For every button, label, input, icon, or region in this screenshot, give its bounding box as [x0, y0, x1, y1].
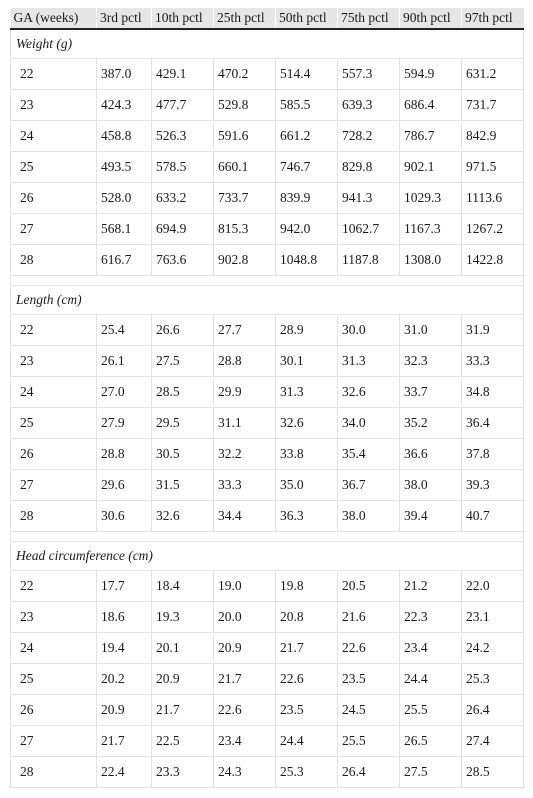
value-cell: 23.5: [338, 664, 400, 695]
value-cell: 594.9: [400, 59, 462, 90]
value-cell: 33.3: [462, 346, 524, 377]
table-row: [11, 346, 524, 377]
value-cell: 31.3: [276, 377, 338, 408]
table-row: [11, 439, 524, 470]
value-cell: 23.4: [214, 726, 276, 757]
value-cell: 1422.8: [462, 245, 524, 276]
value-cell: 694.9: [152, 214, 214, 245]
value-cell: 32.2: [214, 439, 276, 470]
value-cell: 21.7: [214, 664, 276, 695]
value-cell: 39.4: [400, 501, 462, 532]
table-body: [11, 29, 524, 788]
table-row: [11, 470, 524, 501]
value-cell: 33.3: [214, 470, 276, 501]
value-cell: 36.7: [338, 470, 400, 501]
section-row-head-circumference: [11, 542, 524, 571]
header-cell-ga: GA (weeks): [11, 8, 97, 29]
table-row: [11, 121, 524, 152]
value-cell: 26.4: [338, 757, 400, 788]
header-cell-p25: 25th pctl: [214, 8, 276, 29]
table-row: [11, 214, 524, 245]
section-spacer: [11, 276, 524, 286]
table-row: [11, 602, 524, 633]
value-cell: 829.8: [338, 152, 400, 183]
value-cell: 33.8: [276, 439, 338, 470]
value-cell: 17.7: [97, 571, 152, 602]
value-cell: 942.0: [276, 214, 338, 245]
value-cell: 526.3: [152, 121, 214, 152]
value-cell: 902.1: [400, 152, 462, 183]
value-cell: 387.0: [97, 59, 152, 90]
ga-cell: 23: [11, 346, 97, 377]
value-cell: 28.8: [97, 439, 152, 470]
value-cell: 23.5: [276, 695, 338, 726]
value-cell: 1308.0: [400, 245, 462, 276]
ga-cell: 28: [11, 501, 97, 532]
table-row: [11, 408, 524, 439]
ga-cell: 26: [11, 695, 97, 726]
table-row: [11, 152, 524, 183]
table-row: [11, 757, 524, 788]
table-row: [11, 664, 524, 695]
value-cell: 18.4: [152, 571, 214, 602]
value-cell: 31.5: [152, 470, 214, 501]
value-cell: 733.7: [214, 183, 276, 214]
value-cell: 493.5: [97, 152, 152, 183]
value-cell: 32.3: [400, 346, 462, 377]
value-cell: 902.8: [214, 245, 276, 276]
value-cell: 19.4: [97, 633, 152, 664]
value-cell: 20.2: [97, 664, 152, 695]
value-cell: 429.1: [152, 59, 214, 90]
value-cell: 21.7: [152, 695, 214, 726]
value-cell: 26.1: [97, 346, 152, 377]
value-cell: 40.7: [462, 501, 524, 532]
value-cell: 22.3: [400, 602, 462, 633]
value-cell: 36.3: [276, 501, 338, 532]
table-row: [11, 59, 524, 90]
value-cell: 458.8: [97, 121, 152, 152]
value-cell: 18.6: [97, 602, 152, 633]
ga-cell: 24: [11, 377, 97, 408]
value-cell: 839.9: [276, 183, 338, 214]
value-cell: 661.2: [276, 121, 338, 152]
ga-cell: 27: [11, 214, 97, 245]
value-cell: 20.1: [152, 633, 214, 664]
value-cell: 1029.3: [400, 183, 462, 214]
value-cell: 39.3: [462, 470, 524, 501]
percentile-table: [10, 8, 524, 788]
value-cell: 660.1: [214, 152, 276, 183]
table-row: [11, 315, 524, 346]
value-cell: 32.6: [152, 501, 214, 532]
value-cell: 38.0: [338, 501, 400, 532]
spacer-cell: [11, 532, 524, 542]
value-cell: 19.3: [152, 602, 214, 633]
value-cell: 1113.6: [462, 183, 524, 214]
spacer-cell: [11, 276, 524, 286]
value-cell: 585.5: [276, 90, 338, 121]
value-cell: 578.5: [152, 152, 214, 183]
value-cell: 27.4: [462, 726, 524, 757]
value-cell: 37.8: [462, 439, 524, 470]
ga-cell: 27: [11, 470, 97, 501]
header-cell-p3: 3rd pctl: [97, 8, 152, 29]
value-cell: 633.2: [152, 183, 214, 214]
value-cell: 616.7: [97, 245, 152, 276]
value-cell: 22.5: [152, 726, 214, 757]
table-row: [11, 726, 524, 757]
value-cell: 528.0: [97, 183, 152, 214]
value-cell: 591.6: [214, 121, 276, 152]
value-cell: 31.3: [338, 346, 400, 377]
value-cell: 842.9: [462, 121, 524, 152]
value-cell: 514.4: [276, 59, 338, 90]
value-cell: 21.6: [338, 602, 400, 633]
value-cell: 20.8: [276, 602, 338, 633]
ga-cell: 25: [11, 408, 97, 439]
value-cell: 470.2: [214, 59, 276, 90]
value-cell: 25.5: [338, 726, 400, 757]
header-row: [11, 8, 524, 29]
ga-cell: 22: [11, 59, 97, 90]
value-cell: 27.9: [97, 408, 152, 439]
ga-cell: 28: [11, 245, 97, 276]
table-row: [11, 183, 524, 214]
ga-cell: 26: [11, 439, 97, 470]
value-cell: 35.2: [400, 408, 462, 439]
value-cell: 20.0: [214, 602, 276, 633]
table-row: [11, 633, 524, 664]
value-cell: 32.6: [338, 377, 400, 408]
table-row: [11, 90, 524, 121]
header-cell-p75: 75th pctl: [338, 8, 400, 29]
value-cell: 27.5: [152, 346, 214, 377]
value-cell: 24.3: [214, 757, 276, 788]
value-cell: 21.2: [400, 571, 462, 602]
value-cell: 29.5: [152, 408, 214, 439]
header-cell-p90: 90th pctl: [400, 8, 462, 29]
table-row: [11, 695, 524, 726]
table-row: [11, 501, 524, 532]
value-cell: 31.9: [462, 315, 524, 346]
value-cell: 29.9: [214, 377, 276, 408]
table-header: [11, 8, 524, 29]
ga-cell: 24: [11, 633, 97, 664]
value-cell: 28.8: [214, 346, 276, 377]
value-cell: 24.4: [276, 726, 338, 757]
ga-cell: 23: [11, 602, 97, 633]
value-cell: 20.9: [97, 695, 152, 726]
value-cell: 36.4: [462, 408, 524, 439]
value-cell: 1048.8: [276, 245, 338, 276]
value-cell: 22.6: [214, 695, 276, 726]
value-cell: 686.4: [400, 90, 462, 121]
value-cell: 31.1: [214, 408, 276, 439]
value-cell: 24.5: [338, 695, 400, 726]
value-cell: 477.7: [152, 90, 214, 121]
ga-cell: 22: [11, 315, 97, 346]
value-cell: 24.2: [462, 633, 524, 664]
value-cell: 27.5: [400, 757, 462, 788]
table-row: [11, 571, 524, 602]
value-cell: 1062.7: [338, 214, 400, 245]
header-cell-p10: 10th pctl: [152, 8, 214, 29]
value-cell: 27.7: [214, 315, 276, 346]
section-row-weight: [11, 29, 524, 59]
value-cell: 731.7: [462, 90, 524, 121]
value-cell: 28.5: [152, 377, 214, 408]
value-cell: 34.4: [214, 501, 276, 532]
value-cell: 34.8: [462, 377, 524, 408]
value-cell: 25.3: [462, 664, 524, 695]
value-cell: 23.1: [462, 602, 524, 633]
value-cell: 30.1: [276, 346, 338, 377]
ga-cell: 25: [11, 152, 97, 183]
value-cell: 815.3: [214, 214, 276, 245]
value-cell: 21.7: [97, 726, 152, 757]
ga-cell: 27: [11, 726, 97, 757]
value-cell: 24.4: [400, 664, 462, 695]
value-cell: 424.3: [97, 90, 152, 121]
table-row: [11, 245, 524, 276]
value-cell: 19.0: [214, 571, 276, 602]
value-cell: 1167.3: [400, 214, 462, 245]
value-cell: 23.4: [400, 633, 462, 664]
ga-cell: 25: [11, 664, 97, 695]
value-cell: 20.9: [214, 633, 276, 664]
value-cell: 22.4: [97, 757, 152, 788]
value-cell: 33.7: [400, 377, 462, 408]
value-cell: 23.3: [152, 757, 214, 788]
value-cell: 22.6: [338, 633, 400, 664]
value-cell: 26.4: [462, 695, 524, 726]
value-cell: 26.5: [400, 726, 462, 757]
table-row: [11, 377, 524, 408]
value-cell: 35.4: [338, 439, 400, 470]
value-cell: 30.5: [152, 439, 214, 470]
ga-cell: 22: [11, 571, 97, 602]
header-cell-p50: 50th pctl: [276, 8, 338, 29]
value-cell: 1187.8: [338, 245, 400, 276]
value-cell: 28.5: [462, 757, 524, 788]
value-cell: 529.8: [214, 90, 276, 121]
value-cell: 22.6: [276, 664, 338, 695]
section-title: Length (cm): [11, 286, 524, 315]
section-title: Weight (g): [11, 29, 524, 59]
value-cell: 21.7: [276, 633, 338, 664]
value-cell: 763.6: [152, 245, 214, 276]
section-title: Head circumference (cm): [11, 542, 524, 571]
value-cell: 941.3: [338, 183, 400, 214]
value-cell: 30.6: [97, 501, 152, 532]
value-cell: 38.0: [400, 470, 462, 501]
value-cell: 30.0: [338, 315, 400, 346]
value-cell: 568.1: [97, 214, 152, 245]
value-cell: 971.5: [462, 152, 524, 183]
value-cell: 631.2: [462, 59, 524, 90]
value-cell: 26.6: [152, 315, 214, 346]
value-cell: 27.0: [97, 377, 152, 408]
value-cell: 32.6: [276, 408, 338, 439]
value-cell: 25.4: [97, 315, 152, 346]
value-cell: 1267.2: [462, 214, 524, 245]
value-cell: 22.0: [462, 571, 524, 602]
value-cell: 36.6: [400, 439, 462, 470]
value-cell: 35.0: [276, 470, 338, 501]
value-cell: 728.2: [338, 121, 400, 152]
ga-cell: 28: [11, 757, 97, 788]
value-cell: 639.3: [338, 90, 400, 121]
value-cell: 28.9: [276, 315, 338, 346]
value-cell: 31.0: [400, 315, 462, 346]
section-row-length: [11, 286, 524, 315]
section-spacer: [11, 532, 524, 542]
value-cell: 746.7: [276, 152, 338, 183]
ga-cell: 23: [11, 90, 97, 121]
value-cell: 20.5: [338, 571, 400, 602]
value-cell: 19.8: [276, 571, 338, 602]
header-cell-p97: 97th pctl: [462, 8, 524, 29]
value-cell: 20.9: [152, 664, 214, 695]
value-cell: 25.3: [276, 757, 338, 788]
value-cell: 34.0: [338, 408, 400, 439]
ga-cell: 24: [11, 121, 97, 152]
value-cell: 557.3: [338, 59, 400, 90]
value-cell: 25.5: [400, 695, 462, 726]
value-cell: 786.7: [400, 121, 462, 152]
ga-cell: 26: [11, 183, 97, 214]
value-cell: 29.6: [97, 470, 152, 501]
percentile-table-container: [10, 8, 523, 788]
